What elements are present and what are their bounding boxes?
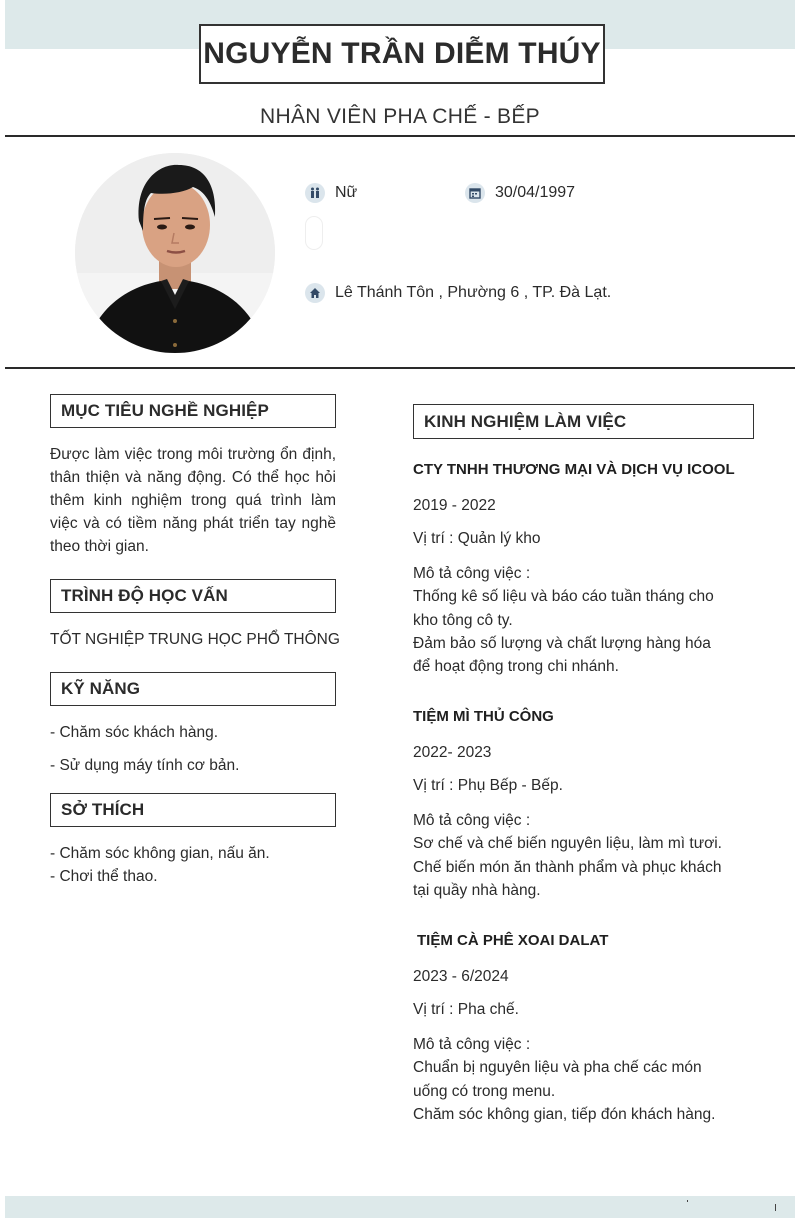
job-desc-line: để hoạt động trong chi nhánh. [413, 658, 619, 676]
gender-value: Nữ [335, 184, 358, 201]
address-info [305, 283, 611, 303]
avatar [75, 153, 275, 353]
job-desc-line: Chế biến món ăn thành phẩm và phục khách [413, 858, 722, 876]
footer-mark [775, 1204, 776, 1211]
job-desc-line: Sơ chế và chế biến nguyên liệu, làm mì tươi. [413, 835, 722, 853]
full-name: NGUYỄN TRẦN DIỄM THÚY [203, 37, 601, 70]
objective-text: Được làm việc trong môi trường ổn định, thân thiện và năng động. Có thể học hỏi thêm kinh nghiệm trong quá trình làm việc và có tiềm năng phát triển tay nghề theo thời gian. [50, 446, 336, 555]
name-box [199, 24, 605, 84]
hobby-item: - Chơi thể thao. [50, 868, 158, 885]
footer-band [5, 1196, 795, 1218]
job-desc-line: uống có trong menu. [413, 1082, 556, 1100]
job-desc-line: tại quầy nhà hàng. [413, 881, 541, 899]
job-desc-line: Chăm sóc không gian, tiếp đón khách hàng. [413, 1105, 716, 1123]
job-company: CTY TNHH THƯƠNG MẠI VÀ DỊCH VỤ ICOOL [413, 461, 735, 478]
job-desc-line: Thống kê số liệu và báo cáo tuần tháng cho [413, 588, 714, 606]
job-description [413, 1033, 753, 1126]
gender-icon [305, 183, 325, 203]
job-period: 2023 - 6/2024 [413, 968, 509, 985]
footer-mark [687, 1200, 688, 1202]
section-skills-title: KỸ NĂNG [50, 672, 336, 706]
job-desc-label: Mô tả công việc : [413, 565, 531, 582]
education-text: TỐT NGHIỆP TRUNG HỌC PHỔ THÔNG [50, 631, 340, 648]
job-desc-line: Chuẩn bị nguyên liệu và pha chế các món [413, 1059, 702, 1077]
section-experience-title: KINH NGHIỆM LÀM VIỆC [413, 404, 754, 439]
hobby-item: - Chăm sóc không gian, nấu ăn. [50, 845, 270, 862]
job-company: TIỆM CÀ PHÊ XOAI DALAT [417, 932, 609, 949]
job-desc-line: Đảm bảo số lượng và chất lượng hàng hóa [413, 634, 711, 652]
portrait-image [75, 153, 275, 353]
skill-item: - Sử dụng máy tính cơ bản. [50, 757, 240, 774]
job-title: NHÂN VIÊN PHA CHẾ - BẾP [260, 105, 540, 128]
job-desc-line: kho tông cô ty. [413, 611, 513, 629]
hidden-contact-icon [305, 216, 323, 250]
job-period: 2019 - 2022 [413, 497, 496, 514]
job-desc-label: Mô tả công việc : [413, 812, 531, 829]
address-value: Lê Thánh Tôn , Phường 6 , TP. Đà Lạt. [335, 284, 612, 301]
divider-top [5, 135, 795, 137]
job-position: Vị trí : Pha chế. [413, 1001, 519, 1018]
job-position: Vị trí : Quản lý kho [413, 530, 541, 547]
job-desc-label: Mô tả công việc : [413, 1036, 531, 1053]
divider-middle [5, 367, 795, 369]
home-icon [305, 283, 325, 303]
job-period: 2022- 2023 [413, 744, 492, 761]
skill-item: - Chăm sóc khách hàng. [50, 724, 219, 741]
job-company: TIỆM MÌ THỦ CÔNG [413, 708, 554, 725]
section-objective-title: MỤC TIÊU NGHỀ NGHIỆP [50, 394, 336, 428]
dob-info [465, 183, 575, 203]
section-education-title: TRÌNH ĐỘ HỌC VẤN [50, 579, 336, 613]
job-description [413, 562, 753, 678]
job-description [413, 809, 753, 902]
section-hobbies-title: SỞ THÍCH [50, 793, 336, 827]
calendar-icon [465, 183, 485, 203]
job-position: Vị trí : Phụ Bếp - Bếp. [413, 777, 563, 794]
gender-info [305, 183, 357, 203]
dob-value: 30/04/1997 [495, 184, 576, 201]
